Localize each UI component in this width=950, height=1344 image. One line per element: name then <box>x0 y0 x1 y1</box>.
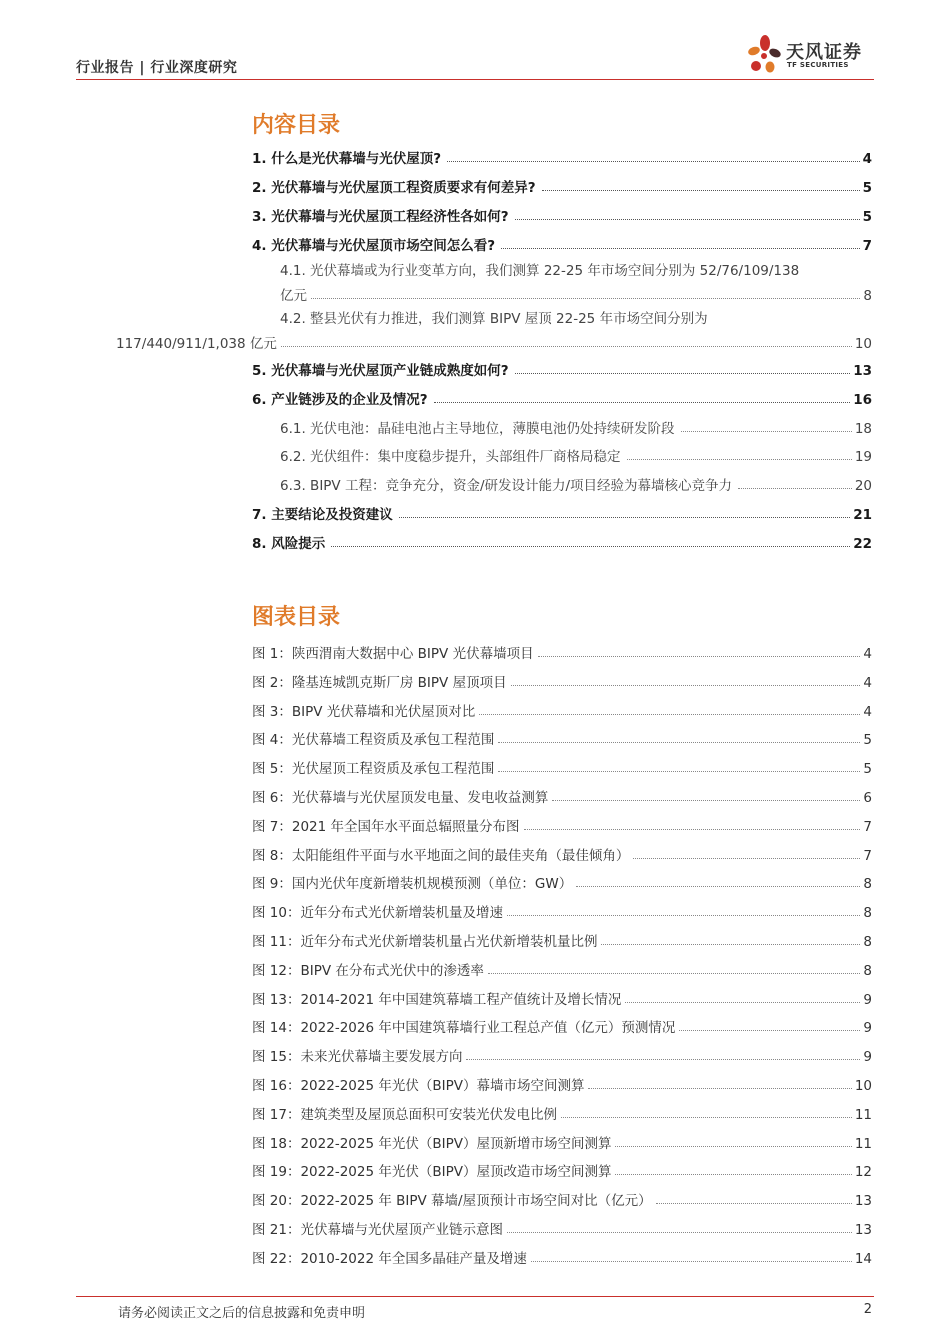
dot-leader <box>501 248 860 249</box>
dot-leader <box>601 944 860 945</box>
figure-item-page: 13 <box>854 1222 872 1238</box>
toc-item[interactable] <box>252 145 872 167</box>
figure-item-label: 图 13：2014-2021 年中国建筑幕墙工程产值统计及增长情况 <box>252 992 622 1008</box>
figure-list-item[interactable] <box>252 784 872 806</box>
figure-list-item[interactable] <box>252 669 872 691</box>
figure-item-page: 5 <box>863 761 872 777</box>
toc-item-page: 4 <box>862 151 872 167</box>
figure-item-page: 12 <box>854 1164 872 1180</box>
toc-item[interactable] <box>252 174 872 196</box>
figure-item-label: 图 18：2022-2025 年光伏（BIPV）屋顶新增市场空间测算 <box>252 1136 612 1152</box>
toc-subitem-label-cont: 亿元 <box>280 288 307 304</box>
figure-item-label: 图 6：光伏幕墙与光伏屋顶发电量、发电收益测算 <box>252 790 549 806</box>
toc-item-page: 21 <box>853 507 872 523</box>
figure-item-page: 11 <box>854 1107 872 1123</box>
toc-title: 内容目录 <box>252 113 341 138</box>
figure-list-item[interactable] <box>252 640 872 662</box>
toc-item-page: 5 <box>862 209 872 225</box>
dot-leader <box>542 190 860 191</box>
figure-item-page: 7 <box>863 819 872 835</box>
dot-leader <box>498 742 860 743</box>
toc-item-label: 6. 产业链涉及的企业及情况? <box>252 392 428 408</box>
toc-item[interactable] <box>252 203 872 225</box>
figure-item-label: 图 7：2021 年全国年水平面总辐照量分布图 <box>252 819 520 835</box>
toc-item[interactable] <box>252 501 872 523</box>
figure-item-page: 4 <box>863 675 872 691</box>
dot-leader <box>479 714 860 715</box>
figure-list-item[interactable] <box>252 698 872 720</box>
figure-item-label: 图 4：光伏幕墙工程资质及承包工程范围 <box>252 732 495 748</box>
figure-list-item[interactable] <box>252 1014 872 1036</box>
figure-list-item[interactable] <box>252 1158 872 1180</box>
toc-subitem[interactable] <box>116 309 872 352</box>
toc-item-label: 5. 光伏幕墙与光伏屋顶产业链成熟度如何? <box>252 363 509 379</box>
figure-list-item[interactable] <box>252 1130 872 1152</box>
figure-item-label: 图 19：2022-2025 年光伏（BIPV）屋顶改造市场空间测算 <box>252 1164 612 1180</box>
toc-item-page: 13 <box>853 363 872 379</box>
dot-leader <box>399 517 850 518</box>
dot-leader <box>531 1261 852 1262</box>
logo-name-cn: 天风证券 <box>786 42 862 63</box>
figure-item-page: 7 <box>863 848 872 864</box>
figure-list-item[interactable] <box>252 1072 872 1094</box>
dot-leader <box>515 219 860 220</box>
figure-item-label: 图 5：光伏屋顶工程资质及承包工程范围 <box>252 761 495 777</box>
toc-item-label: 6.1. 光伏电池：晶硅电池占主导地位，薄膜电池仍处持续研发阶段 <box>280 421 675 437</box>
dot-leader <box>681 431 852 432</box>
dot-leader <box>515 373 851 374</box>
toc-subitem[interactable] <box>280 415 872 437</box>
toc-subitem[interactable] <box>280 443 872 465</box>
figure-item-page: 8 <box>863 905 872 921</box>
dot-leader <box>627 459 852 460</box>
toc-item-page: 18 <box>854 421 872 437</box>
figure-item-page: 9 <box>863 1049 872 1065</box>
dot-leader <box>498 771 860 772</box>
logo-name-en: TF SECURITIES <box>787 61 849 69</box>
toc-item-label: 1. 什么是光伏幕墙与光伏屋顶? <box>252 151 442 167</box>
toc-item[interactable] <box>252 232 872 254</box>
footer-disclaimer: 请务必阅读正文之后的信息披露和免责申明 <box>118 1306 366 1321</box>
figure-item-label: 图 21：光伏幕墙与光伏屋顶产业链示意图 <box>252 1222 503 1238</box>
figure-item-page: 9 <box>863 992 872 1008</box>
dot-leader <box>507 915 860 916</box>
dot-leader <box>615 1174 851 1175</box>
page-number: 2 <box>863 1302 872 1317</box>
figure-list-item[interactable] <box>252 870 872 892</box>
figure-item-label: 图 3：BIPV 光伏幕墙和光伏屋顶对比 <box>252 704 476 720</box>
dot-leader <box>561 1117 852 1118</box>
figure-item-label: 图 14：2022-2026 年中国建筑幕墙行业工程总产值（亿元）预测情况 <box>252 1020 676 1036</box>
dot-leader <box>538 656 861 657</box>
dot-leader <box>552 800 860 801</box>
figure-item-page: 9 <box>863 1020 872 1036</box>
toc-item[interactable] <box>252 386 872 408</box>
figure-item-page: 14 <box>854 1251 872 1267</box>
toc-item-page: 19 <box>854 449 872 465</box>
toc-item[interactable] <box>252 530 872 552</box>
figure-list-item[interactable] <box>252 1216 872 1238</box>
dot-leader <box>576 886 860 887</box>
toc-item-page: 10 <box>854 336 872 352</box>
figure-list-item[interactable] <box>252 755 872 777</box>
dot-leader <box>311 298 860 299</box>
figure-list-item[interactable] <box>252 899 872 921</box>
toc-item-label: 6.2. 光伏组件：集中度稳步提升，头部组件厂商格局稳定 <box>280 449 621 465</box>
toc-item-label: 2. 光伏幕墙与光伏屋顶工程资质要求有何差异? <box>252 180 536 196</box>
page-header <box>76 40 874 80</box>
figure-item-label: 图 10：近年分布式光伏新增装机量及增速 <box>252 905 503 921</box>
figure-item-label: 图 1：陕西渭南大数据中心 BIPV 光伏幕墙项目 <box>252 646 534 662</box>
figure-item-page: 5 <box>863 732 872 748</box>
dot-leader <box>625 1002 860 1003</box>
dot-leader <box>466 1059 860 1060</box>
figure-list-item[interactable] <box>252 726 872 748</box>
report-category: 行业报告 | 行业深度研究 <box>76 60 238 76</box>
figure-item-label: 图 20：2022-2025 年 BIPV 幕墙/屋顶预计市场空间对比（亿元） <box>252 1193 652 1209</box>
footer-divider <box>76 1296 874 1297</box>
dot-leader <box>434 402 851 403</box>
dot-leader <box>281 346 852 347</box>
toc-item-label: 3. 光伏幕墙与光伏屋顶工程经济性各如何? <box>252 209 509 225</box>
figure-item-label: 图 16：2022-2025 年光伏（BIPV）幕墙市场空间测算 <box>252 1078 585 1094</box>
figure-item-page: 6 <box>863 790 872 806</box>
toc-item-label: 7. 主要结论及投资建议 <box>252 507 393 523</box>
figure-item-page: 11 <box>854 1136 872 1152</box>
dot-leader <box>331 546 850 547</box>
dot-leader <box>633 858 860 859</box>
toc-item-label: 4. 光伏幕墙与光伏屋顶市场空间怎么看? <box>252 238 496 254</box>
toc-subitem[interactable] <box>280 261 872 304</box>
figure-list-item[interactable] <box>252 928 872 950</box>
figure-item-label: 图 17：建筑类型及屋顶总面积可安装光伏发电比例 <box>252 1107 557 1123</box>
flower-logo-icon <box>742 34 786 78</box>
dot-leader <box>447 161 860 162</box>
figure-item-label: 图 15：未来光伏幕墙主要发展方向 <box>252 1049 463 1065</box>
company-logo <box>742 34 874 80</box>
figure-list-item[interactable] <box>252 1101 872 1123</box>
figure-item-label: 图 22：2010-2022 年全国多晶硅产量及增速 <box>252 1251 527 1267</box>
figure-item-page: 8 <box>863 963 872 979</box>
figure-list-item[interactable] <box>252 1187 872 1209</box>
dot-leader <box>488 973 861 974</box>
dot-leader <box>524 829 861 830</box>
toc-item-label: 6.3. BIPV 工程：竞争充分，资金/研发设计能力/项目经验为幕墙核心竞争力 <box>280 478 733 494</box>
toc-item[interactable] <box>252 357 872 379</box>
toc-item-page: 8 <box>863 288 872 304</box>
figure-item-page: 4 <box>863 646 872 662</box>
figure-list-item[interactable] <box>252 813 872 835</box>
toc-subitem-label-cont: 117/440/911/1,038 亿元 <box>116 336 277 352</box>
figure-item-label: 图 8：太阳能组件平面与水平地面之间的最佳夹角（最佳倾角） <box>252 848 630 864</box>
figure-item-label: 图 12：BIPV 在分布式光伏中的渗透率 <box>252 963 484 979</box>
figure-item-page: 8 <box>863 876 872 892</box>
figure-list-item[interactable] <box>252 842 872 864</box>
figure-list-item[interactable] <box>252 957 872 979</box>
toc-item-page: 5 <box>862 180 872 196</box>
figure-item-page: 10 <box>854 1078 872 1094</box>
figure-item-page: 4 <box>863 704 872 720</box>
toc-item-page: 20 <box>854 478 872 494</box>
dot-leader <box>615 1146 851 1147</box>
dot-leader <box>679 1030 860 1031</box>
toc-item-page: 22 <box>853 536 872 552</box>
figure-list-item[interactable] <box>252 1043 872 1065</box>
toc-subitem-label: 4.2. 整县光伏有力推进，我们测算 BIPV 屋顶 22-25 年市场空间分别为 <box>280 311 708 327</box>
toc-subitem[interactable] <box>280 472 872 494</box>
dot-leader <box>738 488 852 489</box>
dot-leader <box>511 685 861 686</box>
toc-item-label: 8. 风险提示 <box>252 536 326 552</box>
figure-item-page: 13 <box>854 1193 872 1209</box>
header-divider <box>76 79 874 80</box>
figure-list-item[interactable] <box>252 1245 872 1267</box>
dot-leader <box>656 1203 852 1204</box>
dot-leader <box>507 1232 852 1233</box>
figure-list-title: 图表目录 <box>252 605 341 630</box>
figure-item-page: 8 <box>863 934 872 950</box>
toc-subitem-label: 4.1. 光伏幕墙或为行业变革方向，我们测算 22-25 年市场空间分别为 52/76/109/138 <box>280 263 800 279</box>
toc-item-page: 16 <box>853 392 872 408</box>
figure-item-label: 图 2：隆基连城凯克斯厂房 BIPV 屋顶项目 <box>252 675 507 691</box>
toc-item-page: 7 <box>862 238 872 254</box>
figure-list-item[interactable] <box>252 986 872 1008</box>
figure-item-label: 图 11：近年分布式光伏新增装机量占光伏新增装机量比例 <box>252 934 598 950</box>
figure-item-label: 图 9：国内光伏年度新增装机规模预测（单位：GW） <box>252 876 573 892</box>
dot-leader <box>588 1088 851 1089</box>
